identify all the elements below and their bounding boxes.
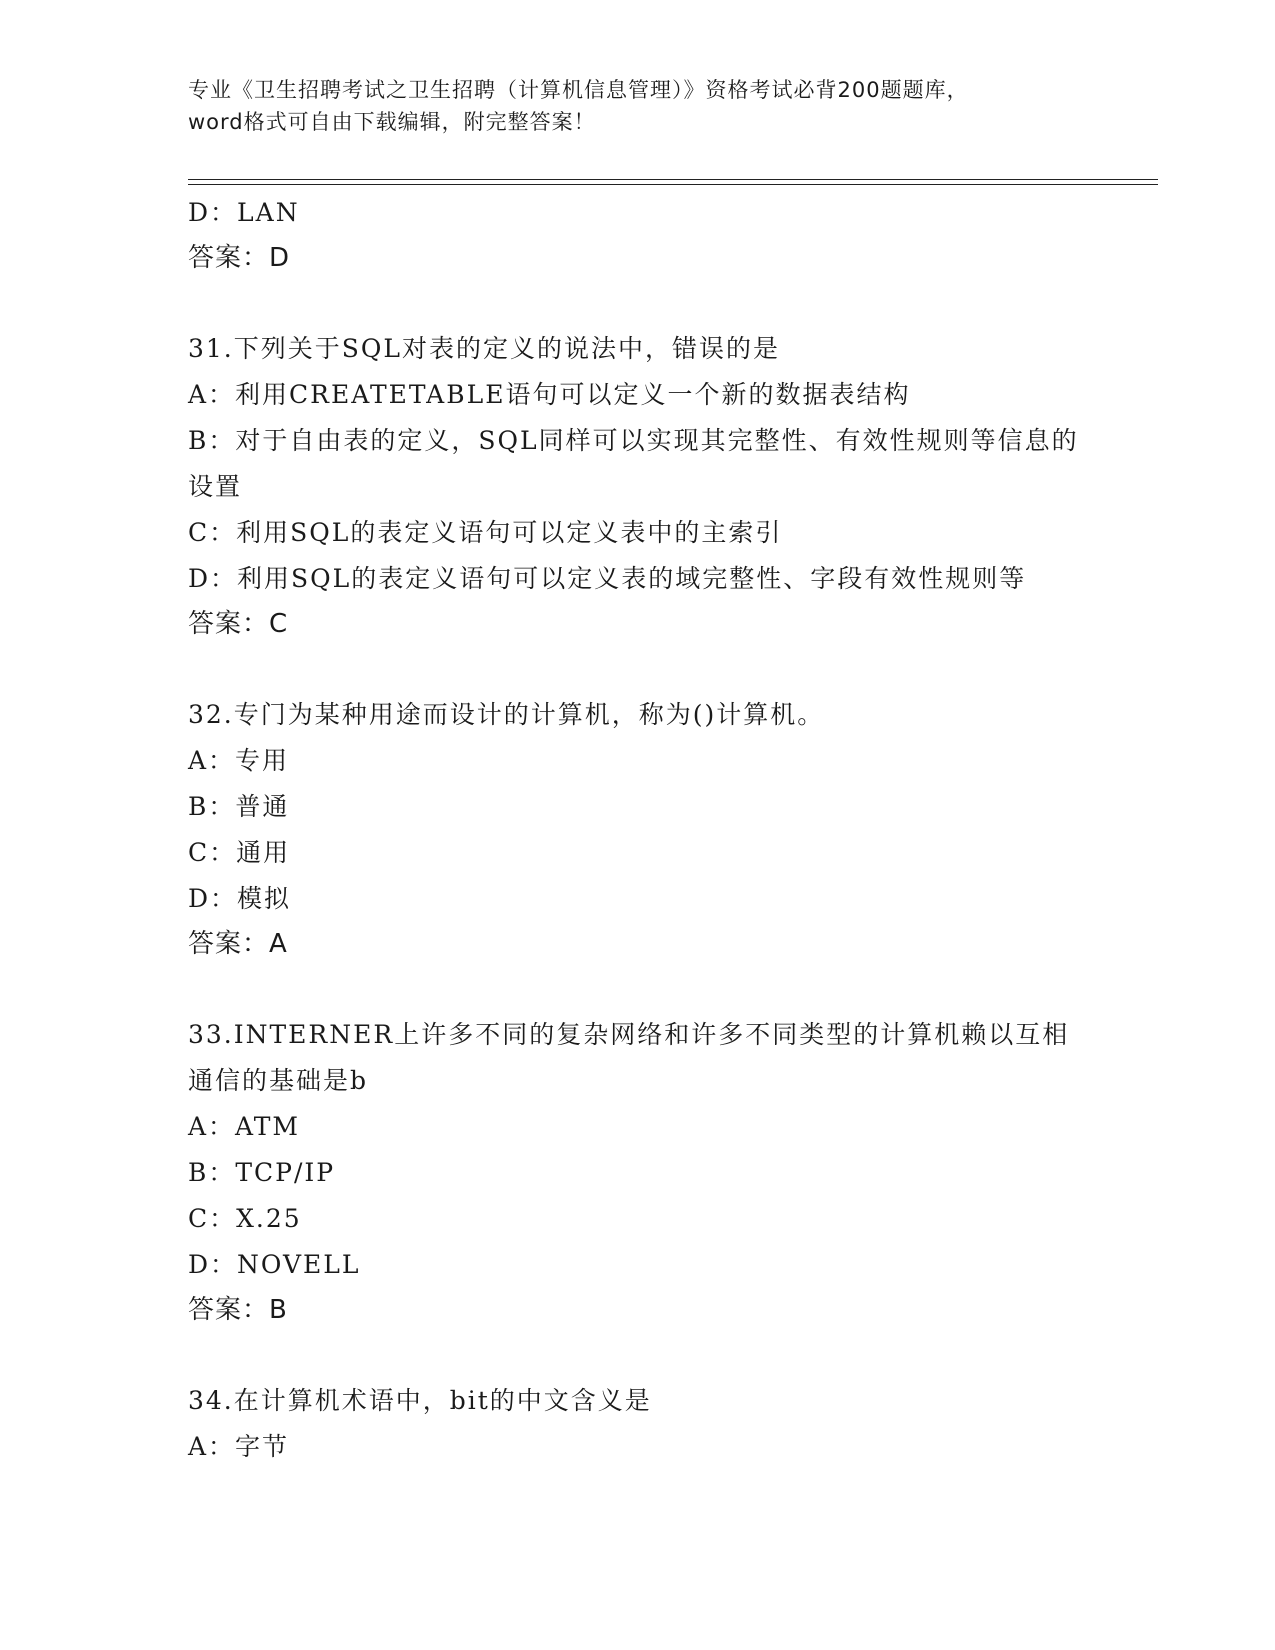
spacer: [188, 280, 1088, 326]
answer: 答案：A: [188, 929, 288, 959]
question-list: [188, 190, 1088, 1470]
option-c: C：利用SQL的表定义语句可以定义表中的主索引: [188, 518, 783, 547]
option-d: D：模拟: [188, 884, 292, 913]
option-c: C：X.25: [188, 1204, 302, 1233]
answer: 答案：C: [188, 609, 289, 639]
option-a: A：专用: [188, 746, 290, 775]
question-stem: 34.在计算机术语中，bit的中文含义是: [188, 1386, 652, 1415]
option-a: A：ATM: [188, 1112, 301, 1141]
option-b: B：普通: [188, 792, 290, 821]
question-stem: 33.INTERNER上许多不同的复杂网络和许多不同类型的计算机赖以互相通信的基础是b: [188, 1020, 1070, 1095]
option-d: D：利用SQL的表定义语句可以定义表的域完整性、字段有效性规则等: [188, 564, 1027, 593]
question-33: [188, 1012, 1088, 1332]
document-header: [188, 74, 1088, 138]
header-divider: [188, 179, 1158, 185]
header-line-2: word格式可自由下载编辑，附完整答案！: [188, 110, 596, 134]
option-d: D：LAN: [188, 198, 300, 227]
spacer: [188, 1332, 1088, 1378]
question-32: [188, 692, 1088, 966]
option-a: A：字节: [188, 1432, 290, 1461]
option-a: A：利用CREATETABLE语句可以定义一个新的数据表结构: [188, 380, 911, 409]
option-c: C：通用: [188, 838, 291, 867]
answer: 答案：D: [188, 243, 291, 273]
question-31: [188, 326, 1088, 646]
answer: 答案：B: [188, 1295, 288, 1325]
question-stem: 31.下列关于SQL对表的定义的说法中，错误的是: [188, 334, 780, 363]
question-34: [188, 1378, 1088, 1470]
spacer: [188, 966, 1088, 1012]
option-b: B：对于自由表的定义，SQL同样可以实现其完整性、有效性规则等信息的设置: [188, 426, 1079, 501]
header-line-1: 专业《卫生招聘考试之卫生招聘（计算机信息管理）》资格考试必背200题题库，: [188, 78, 969, 102]
spacer: [188, 646, 1088, 692]
option-b: B：TCP/IP: [188, 1158, 336, 1187]
option-d: D：NOVELL: [188, 1250, 361, 1279]
question-stem: 32.专门为某种用途而设计的计算机，称为()计算机。: [188, 700, 825, 729]
